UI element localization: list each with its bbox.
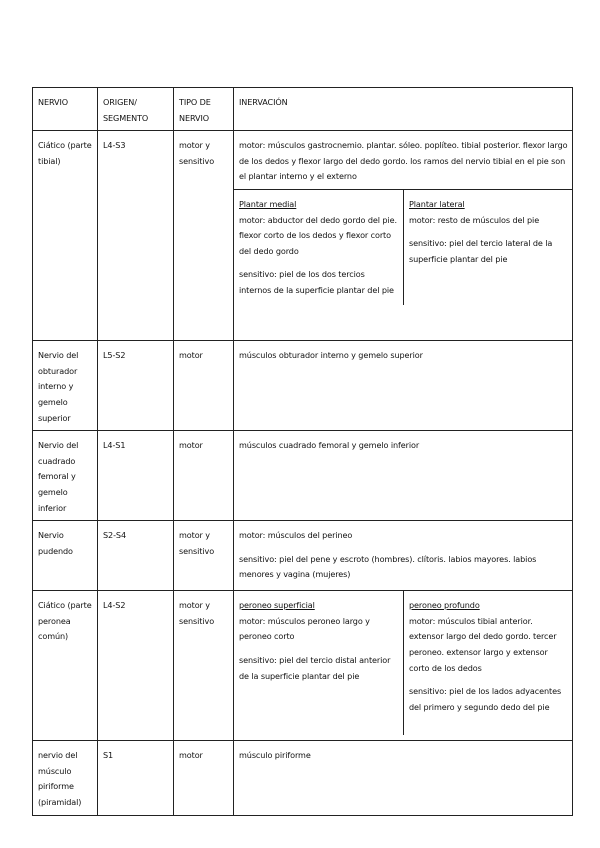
inervacion-top: motor: músculos gastrocnemio. plantar. sóleo. poplíteo. tibial posterior. flexor largo de los dedos y flexor largo del dedo gordo. los ramos del nervio tibial en el pie son el plantar interno y el externo [234, 131, 572, 190]
nervio-cell: Nervio del obturador interno y gemelo superior [33, 341, 98, 431]
tipo-cell: motor y sensitivo [174, 521, 234, 591]
subcol-title: Plantar medial [239, 198, 297, 209]
subcol-right [403, 591, 572, 735]
header-origen: ORIGEN/ SEGMENTO [98, 88, 174, 131]
nervio-cell: Ciático (parte tibial) [33, 131, 98, 341]
nervio-cell: Ciático (parte peronea común) [33, 591, 98, 741]
subcol-motor: motor: músculos peroneo largo y peroneo corto [239, 615, 370, 642]
subcol-motor: motor: músculos tibial anterior. extensor largo del dedo gordo. tercer peroneo. extensor largo y extensor corto de los dedos [409, 615, 557, 673]
subcol-sensitivo: sensitivo: piel del tercio distal anterior de la superficie plantar del pie [239, 654, 391, 681]
table-row [33, 521, 573, 591]
inervacion-cell [234, 591, 573, 741]
origen-cell: S2-S4 [98, 521, 174, 591]
subcol-right [403, 190, 572, 305]
inervacion-cell [234, 131, 573, 341]
header-row [33, 88, 573, 131]
table-row [33, 341, 573, 431]
subcol-motor: motor: abductor del dedo gordo del pie. flexor corto de los dedos y flexor corto del dedo gordo [239, 214, 397, 256]
tipo-cell: motor y sensitivo [174, 591, 234, 741]
inervacion-cell: músculos obturador interno y gemelo superior [234, 341, 573, 431]
inervacion-cell [234, 521, 573, 591]
subcol-left [234, 591, 403, 735]
inervacion-sensitivo: sensitivo: piel del pene y escroto (hombres). clítoris. labios mayores. labios menores y vagina (mujeres) [239, 553, 537, 580]
subcol-sensitivo: sensitivo: piel del tercio lateral de la superficie plantar del pie [409, 238, 553, 264]
table-row [33, 591, 573, 741]
tipo-cell: motor y sensitivo [174, 131, 234, 341]
subcol-title: peroneo profundo [409, 600, 480, 611]
origen-cell: L5-S2 [98, 341, 174, 431]
table-row [33, 741, 573, 815]
origen-cell: L4-S3 [98, 131, 174, 341]
inervacion-motor: motor: músculos del perineo [239, 530, 353, 541]
inervacion-cell: músculo piriforme [234, 741, 573, 815]
tipo-cell: motor [174, 741, 234, 815]
header-nervio: NERVIO [33, 88, 98, 131]
inervacion-subcols [234, 591, 572, 735]
nervio-cell: Nervio del cuadrado femoral y gemelo inferior [33, 431, 98, 521]
subcol-title: peroneo superficial [239, 600, 315, 611]
subcol-title: Plantar lateral [409, 198, 465, 209]
tipo-cell: motor [174, 431, 234, 521]
origen-cell: L4-S1 [98, 431, 174, 521]
origen-cell: L4-S2 [98, 591, 174, 741]
tipo-cell: motor [174, 341, 234, 431]
inervacion-cell: músculos cuadrado femoral y gemelo inferior [234, 431, 573, 521]
header-tipo: TIPO DE NERVIO [174, 88, 234, 131]
nervio-cell: nervio del músculo piriforme (piramidal) [33, 741, 98, 815]
subcol-sensitivo: sensitivo: piel de los lados adyacentes del primero y segundo dedo del pie [409, 686, 562, 712]
header-inervacion: INERVACIÓN [234, 88, 573, 131]
subcol-sensitivo: sensitivo: piel de los dos tercios internos de la superficie plantar del pie [239, 269, 394, 295]
table-row [33, 431, 573, 521]
subcol-motor: motor: resto de músculos del pie [409, 214, 540, 225]
origen-cell: S1 [98, 741, 174, 815]
nervio-cell: Nervio pudendo [33, 521, 98, 591]
subcol-left [234, 190, 403, 305]
table-row [33, 131, 573, 341]
nerve-table [32, 87, 573, 816]
inervacion-subcols [234, 190, 572, 305]
